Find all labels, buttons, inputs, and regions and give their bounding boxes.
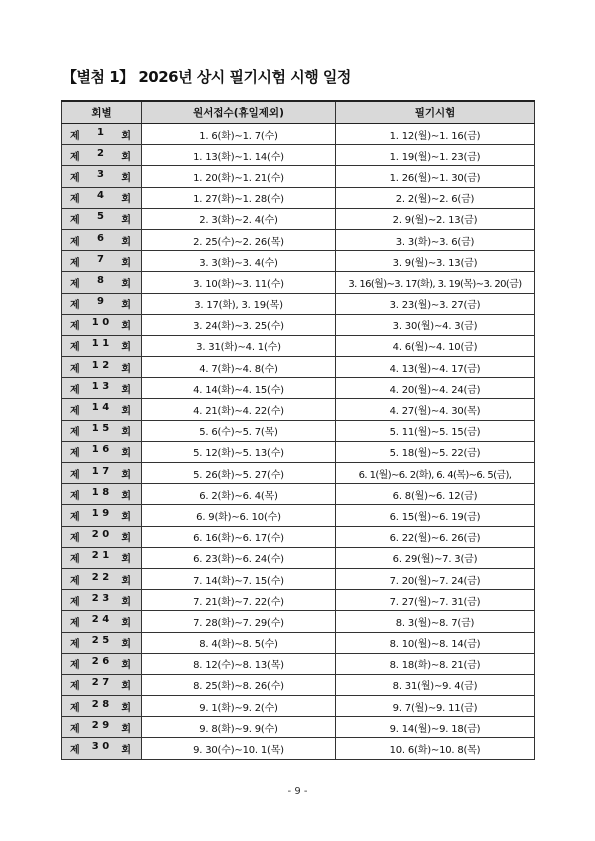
round-label-part: 1 0 — [91, 317, 110, 329]
round-label-part: 회 — [121, 617, 131, 629]
exam-period-cell: 8. 3(월)∼8. 7(금) — [336, 611, 535, 632]
round-label-part: 회 — [121, 596, 131, 608]
exam-period-cell: 6. 29(월)∼7. 3(금) — [336, 547, 535, 568]
application-period-cell: 1. 6(화)∼1. 7(수) — [142, 124, 336, 145]
round-label-part: 2 0 — [91, 529, 110, 541]
round-label-part: 제 — [70, 130, 80, 142]
application-period-cell: 4. 21(화)∼4. 22(수) — [142, 399, 336, 420]
application-period-cell: 5. 6(수)∼5. 7(목) — [142, 420, 336, 441]
page-number: - 9 - — [287, 786, 308, 797]
table-row — [62, 335, 535, 356]
round-label — [62, 317, 141, 332]
round-label — [62, 190, 141, 205]
table-row — [62, 378, 535, 399]
table-row — [62, 738, 535, 759]
round-cell — [62, 208, 142, 229]
round-label-part: 2 — [97, 147, 104, 159]
application-period-cell: 2. 3(화)∼2. 4(수) — [142, 208, 336, 229]
exam-period-cell: 5. 18(월)∼5. 22(금) — [336, 441, 535, 462]
round-cell — [62, 526, 142, 547]
application-period-cell: 3. 10(화)∼3. 11(수) — [142, 272, 336, 293]
round-label-part: 제 — [70, 533, 80, 545]
round-label-part: 회 — [121, 681, 131, 693]
table-row — [62, 547, 535, 568]
header-application — [142, 101, 336, 124]
round-label-part: 회 — [121, 490, 131, 502]
round-label-part: 2 4 — [91, 613, 110, 625]
round-label-part: 8 — [97, 274, 104, 286]
exam-period-cell: 7. 20(월)∼7. 24(금) — [336, 568, 535, 589]
round-label-part: 제 — [70, 278, 80, 290]
round-label-part: 회 — [121, 660, 131, 672]
application-period-cell: 6. 16(화)∼6. 17(수) — [142, 526, 336, 547]
round-label-part: 1 4 — [91, 402, 110, 414]
round-cell — [62, 568, 142, 589]
round-cell — [62, 251, 142, 272]
round-label-part: 제 — [70, 257, 80, 269]
application-period-cell: 6. 2(화)∼6. 4(목) — [142, 484, 336, 505]
round-label — [62, 381, 141, 396]
table-row — [62, 653, 535, 674]
application-period-cell: 8. 4(화)∼8. 5(수) — [142, 632, 336, 653]
round-label-part: 회 — [121, 469, 131, 481]
round-label-part: 1 7 — [91, 465, 110, 477]
round-cell — [62, 166, 142, 187]
header-application-note: (휴일제외) — [233, 107, 284, 119]
table-row — [62, 208, 535, 229]
exam-period-cell: 6. 8(월)∼6. 12(금) — [336, 484, 535, 505]
table-header-row — [62, 101, 535, 124]
application-period-cell: 3. 3(화)∼3. 4(수) — [142, 251, 336, 272]
round-label-part: 9 — [97, 296, 104, 308]
round-label-part: 제 — [70, 745, 80, 757]
round-label-part: 5 — [97, 211, 104, 223]
exam-period-cell: 5. 11(월)∼5. 15(금) — [336, 420, 535, 441]
table-row — [62, 272, 535, 293]
round-label-part: 회 — [121, 172, 131, 184]
table-row — [62, 314, 535, 335]
round-label — [62, 487, 141, 502]
application-period-cell: 7. 21(화)∼7. 22(수) — [142, 590, 336, 611]
round-label-part: 2 6 — [91, 656, 110, 668]
table-row — [62, 251, 535, 272]
round-label-part: 제 — [70, 448, 80, 460]
table-row — [62, 568, 535, 589]
exam-period-cell: 8. 18(화)∼8. 21(금) — [336, 653, 535, 674]
table-body — [62, 124, 535, 760]
application-period-cell: 4. 7(화)∼4. 8(수) — [142, 357, 336, 378]
round-label-part: 제 — [70, 151, 80, 163]
round-label — [62, 233, 141, 248]
round-label-part: 회 — [121, 300, 131, 312]
table-row — [62, 420, 535, 441]
application-period-cell: 6. 23(화)∼6. 24(수) — [142, 547, 336, 568]
round-cell — [62, 547, 142, 568]
application-period-cell: 9. 8(화)∼9. 9(수) — [142, 717, 336, 738]
round-cell — [62, 187, 142, 208]
round-cell — [62, 653, 142, 674]
exam-period-cell: 7. 27(월)∼7. 31(금) — [336, 590, 535, 611]
round-label — [62, 656, 141, 671]
round-label — [62, 254, 141, 269]
table-row — [62, 441, 535, 462]
round-label-part: 1 9 — [91, 507, 110, 519]
round-label-part: 1 5 — [91, 423, 110, 435]
round-label-part: 제 — [70, 406, 80, 418]
table-row — [62, 357, 535, 378]
round-label — [62, 550, 141, 565]
table-row — [62, 611, 535, 632]
round-label-part: 회 — [121, 427, 131, 439]
round-label-part: 2 8 — [91, 698, 110, 710]
exam-period-cell: 6. 15(월)∼6. 19(금) — [336, 505, 535, 526]
round-cell — [62, 590, 142, 611]
table-row — [62, 526, 535, 547]
round-label-part: 회 — [121, 723, 131, 735]
round-label-part: 제 — [70, 469, 80, 481]
round-label-part: 회 — [121, 406, 131, 418]
round-label — [62, 402, 141, 417]
round-cell — [62, 335, 142, 356]
round-label — [62, 720, 141, 735]
round-label-part: 회 — [121, 533, 131, 545]
table-row — [62, 484, 535, 505]
table-row — [62, 166, 535, 187]
round-label-part: 1 — [97, 126, 104, 138]
round-label-part: 4 — [97, 190, 104, 202]
round-label-part: 제 — [70, 342, 80, 354]
round-label-part: 3 0 — [91, 741, 110, 753]
round-label — [62, 360, 141, 375]
round-cell — [62, 674, 142, 695]
application-period-cell: 9. 30(수)∼10. 1(목) — [142, 738, 336, 759]
round-cell — [62, 611, 142, 632]
round-label-part: 제 — [70, 490, 80, 502]
exam-period-cell: 10. 6(화)∼10. 8(목) — [336, 738, 535, 759]
round-label-part: 1 6 — [91, 444, 110, 456]
round-label-part: 회 — [121, 745, 131, 757]
round-label-part: 1 3 — [91, 380, 110, 392]
round-cell — [62, 378, 142, 399]
application-period-cell: 1. 20(화)∼1. 21(수) — [142, 166, 336, 187]
exam-period-cell: 3. 3(화)∼3. 6(금) — [336, 229, 535, 250]
round-label-part: 1 8 — [91, 486, 110, 498]
application-period-cell: 3. 31(화)∼4. 1(수) — [142, 335, 336, 356]
application-period-cell: 3. 17(화), 3. 19(목) — [142, 293, 336, 314]
exam-period-cell: 3. 30(월)∼4. 3(금) — [336, 314, 535, 335]
round-label-part: 회 — [121, 639, 131, 651]
round-label-part: 제 — [70, 194, 80, 206]
application-period-cell: 8. 25(화)∼8. 26(수) — [142, 674, 336, 695]
application-period-cell: 7. 14(화)∼7. 15(수) — [142, 568, 336, 589]
table-row — [62, 590, 535, 611]
round-label-part: 제 — [70, 172, 80, 184]
application-period-cell: 1. 27(화)∼1. 28(수) — [142, 187, 336, 208]
round-cell — [62, 145, 142, 166]
exam-period-cell: 1. 12(월)∼1. 16(금) — [336, 124, 535, 145]
round-label-part: 1 1 — [91, 338, 110, 350]
round-label-part: 제 — [70, 236, 80, 248]
exam-period-cell: 8. 31(월)∼9. 4(금) — [336, 674, 535, 695]
exam-period-cell: 3. 23(월)∼3. 27(금) — [336, 293, 535, 314]
round-label-part: 2 2 — [91, 571, 110, 583]
table-row — [62, 674, 535, 695]
exam-period-cell: 6. 1(월)∼6. 2(화), 6. 4(목)∼6. 5(금), — [336, 463, 535, 484]
round-cell — [62, 420, 142, 441]
exam-period-cell: 3. 9(월)∼3. 13(금) — [336, 251, 535, 272]
round-label-part: 회 — [121, 511, 131, 523]
exam-period-cell: 9. 7(월)∼9. 11(금) — [336, 696, 535, 717]
round-label — [62, 169, 141, 184]
exam-period-cell: 4. 27(월)∼4. 30(목) — [336, 399, 535, 420]
round-label — [62, 529, 141, 544]
round-cell — [62, 314, 142, 335]
round-cell — [62, 696, 142, 717]
round-label-part: 6 — [97, 232, 104, 244]
round-label — [62, 508, 141, 523]
round-label — [62, 572, 141, 587]
header-round: 회별 — [62, 101, 142, 124]
application-period-cell: 8. 12(수)∼8. 13(목) — [142, 653, 336, 674]
round-label — [62, 466, 141, 481]
table-row — [62, 293, 535, 314]
application-period-cell: 5. 26(화)∼5. 27(수) — [142, 463, 336, 484]
table-row — [62, 187, 535, 208]
table-row — [62, 463, 535, 484]
round-cell — [62, 632, 142, 653]
round-label — [62, 444, 141, 459]
application-period-cell: 1. 13(화)∼1. 14(수) — [142, 145, 336, 166]
round-label — [62, 635, 141, 650]
round-label-part: 제 — [70, 427, 80, 439]
round-label-part: 회 — [121, 130, 131, 142]
round-label-part: 회 — [121, 257, 131, 269]
application-period-cell: 9. 1(화)∼9. 2(수) — [142, 696, 336, 717]
round-label-part: 제 — [70, 681, 80, 693]
round-label-part: 제 — [70, 596, 80, 608]
exam-period-cell: 2. 9(월)∼2. 13(금) — [336, 208, 535, 229]
round-label-part: 제 — [70, 363, 80, 375]
exam-period-cell: 8. 10(월)∼8. 14(금) — [336, 632, 535, 653]
round-label-part: 회 — [121, 342, 131, 354]
round-label — [62, 211, 141, 226]
round-label-part: 제 — [70, 660, 80, 672]
round-label — [62, 423, 141, 438]
round-label-part: 회 — [121, 384, 131, 396]
round-cell — [62, 272, 142, 293]
table-row — [62, 632, 535, 653]
table-row — [62, 124, 535, 145]
application-period-cell: 2. 25(수)∼2. 26(목) — [142, 229, 336, 250]
round-label-part: 2 1 — [91, 550, 110, 562]
round-label — [62, 275, 141, 290]
round-label-part: 회 — [121, 702, 131, 714]
round-label-part: 회 — [121, 151, 131, 163]
round-label-part: 회 — [121, 321, 131, 333]
round-label-part: 회 — [121, 363, 131, 375]
round-label-part: 회 — [121, 554, 131, 566]
exam-period-cell: 4. 6(월)∼4. 10(금) — [336, 335, 535, 356]
round-label-part: 제 — [70, 321, 80, 333]
round-label-part: 7 — [97, 253, 104, 265]
round-label-part: 제 — [70, 511, 80, 523]
round-label-part: 2 3 — [91, 592, 110, 604]
round-label — [62, 338, 141, 353]
exam-period-cell: 6. 22(월)∼6. 26(금) — [336, 526, 535, 547]
application-period-cell: 5. 12(화)∼5. 13(수) — [142, 441, 336, 462]
round-label-part: 2 7 — [91, 677, 110, 689]
round-label-part: 회 — [121, 215, 131, 227]
document-title: 【별첨 1】 2026년 상시 필기시험 시행 일정 — [62, 68, 351, 86]
table-row — [62, 229, 535, 250]
round-label-part: 제 — [70, 300, 80, 312]
round-cell — [62, 124, 142, 145]
round-cell — [62, 738, 142, 759]
round-label-part: 2 9 — [91, 719, 110, 731]
exam-period-cell: 9. 14(월)∼9. 18(금) — [336, 717, 535, 738]
exam-schedule-table — [61, 100, 535, 760]
table-row — [62, 145, 535, 166]
round-cell — [62, 293, 142, 314]
round-label — [62, 593, 141, 608]
round-label-part: 2 5 — [91, 635, 110, 647]
round-label — [62, 677, 141, 692]
round-label — [62, 296, 141, 311]
round-cell — [62, 717, 142, 738]
round-label-part: 제 — [70, 215, 80, 227]
application-period-cell: 7. 28(화)∼7. 29(수) — [142, 611, 336, 632]
round-label-part: 1 2 — [91, 359, 110, 371]
round-label-part: 제 — [70, 702, 80, 714]
header-exam: 필기시험 — [336, 101, 535, 124]
application-period-cell: 3. 24(화)∼3. 25(수) — [142, 314, 336, 335]
round-label-part: 제 — [70, 575, 80, 587]
round-label-part: 제 — [70, 617, 80, 629]
round-label-part: 제 — [70, 384, 80, 396]
exam-period-cell: 3. 16(월)∼3. 17(화), 3. 19(목)∼3. 20(금) — [336, 272, 535, 293]
application-period-cell: 6. 9(화)∼6. 10(수) — [142, 505, 336, 526]
round-label-part: 3 — [97, 168, 104, 180]
exam-period-cell: 1. 19(월)∼1. 23(금) — [336, 145, 535, 166]
round-cell — [62, 399, 142, 420]
round-label — [62, 614, 141, 629]
round-label-part: 회 — [121, 194, 131, 206]
round-cell — [62, 357, 142, 378]
round-label-part: 회 — [121, 278, 131, 290]
round-cell — [62, 441, 142, 462]
table-row — [62, 696, 535, 717]
exam-period-cell: 1. 26(월)∼1. 30(금) — [336, 166, 535, 187]
table-row — [62, 717, 535, 738]
round-label — [62, 148, 141, 163]
round-label-part: 회 — [121, 236, 131, 248]
round-cell — [62, 463, 142, 484]
round-label — [62, 699, 141, 714]
round-label-part: 회 — [121, 575, 131, 587]
header-application-label: 원서접수 — [193, 107, 234, 119]
round-label-part: 제 — [70, 639, 80, 651]
round-label-part: 제 — [70, 554, 80, 566]
round-label — [62, 741, 141, 756]
round-cell — [62, 505, 142, 526]
application-period-cell: 4. 14(화)∼4. 15(수) — [142, 378, 336, 399]
exam-period-cell: 4. 20(월)∼4. 24(금) — [336, 378, 535, 399]
round-label — [62, 127, 141, 142]
exam-period-cell: 4. 13(월)∼4. 17(금) — [336, 357, 535, 378]
round-label-part: 회 — [121, 448, 131, 460]
round-label-part: 제 — [70, 723, 80, 735]
table-row — [62, 399, 535, 420]
round-cell — [62, 229, 142, 250]
exam-period-cell: 2. 2(월)∼2. 6(금) — [336, 187, 535, 208]
table-row — [62, 505, 535, 526]
round-cell — [62, 484, 142, 505]
